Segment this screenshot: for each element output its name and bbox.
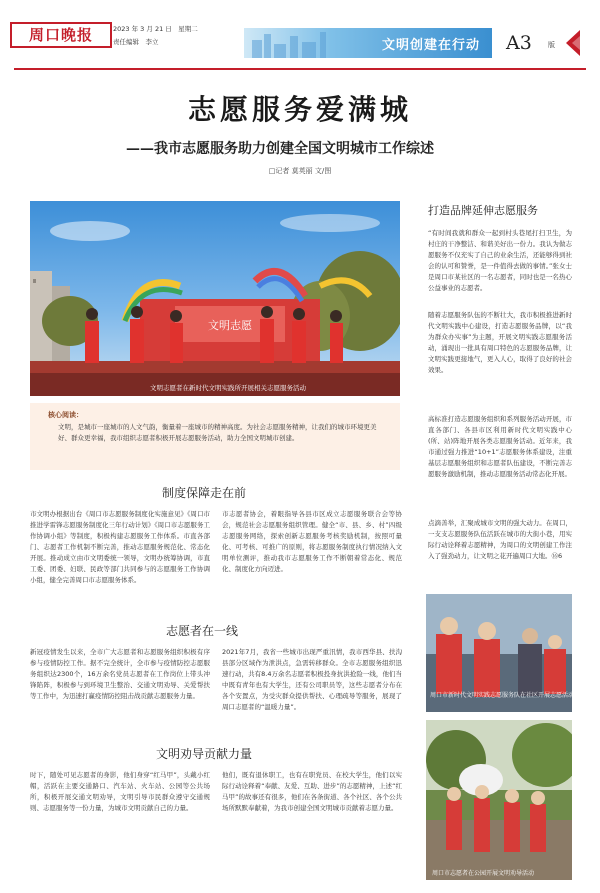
- section-banner-label: 文明创建在行动: [381, 38, 480, 53]
- section-1-col-2: 市志愿者协会，着眼指导各县市区成立志愿服务联合会等协会，规范社会志愿服务组织管理。健全“市、县、乡、村”四级志愿服务网络，探索创新志愿服务考核奖励机制，按照可量化、可考核、可推广的原则，将志愿服务制度执行情况纳入文明单位测评，推动我市志愿服务工作不断朝着常态化、规范化、制度化方向迈进。: [222, 510, 402, 573]
- article-byline: □记者 莫英丽 文/图: [268, 167, 332, 175]
- chevron-left-icon: [566, 30, 580, 56]
- newspaper-logo: 周口晚报: [10, 22, 112, 48]
- article-title: 志愿服务爱满城: [187, 93, 412, 126]
- right-para-3: 高标准打造志愿服务组织和系列服务活动开展，市直各部门、各县市区利用新时代文明实践中心(所、站)阵地开展各类志愿服务活动。近年来，我市通过强力推进“10+1”志愿服务体系建设，注重基层志愿服务组织和志愿者队伍建设，不断完善志愿服务激励机制，推动志愿服务活动常态化开展。: [428, 415, 572, 478]
- core-reading-title: 核心阅读：: [48, 411, 83, 419]
- section-2-col-2: 2021年7月，我省一些城市出现严重汛情，我市西华县、扶沟县部分区域作为泄洪点，急需转移群众。全市志愿服务组织迅速行动，共有8.4万余名志愿者积极投身抗洪抢险一线，他们当中既有青年也有大学生，还有公司职员等，这些志愿者分布在各个安置点，为受灾群众提供帮扶、心理疏导等服务，展现了周口志愿者的“温暖力量”。: [222, 648, 402, 711]
- section-1-col-1: 市文明办根据出台《周口市志愿服务制度化实施意见》《周口市推进学雷锋志愿服务制度化三年行动计划》《周口市志愿服务工作协调小组》等制度，积极构建志愿服务工作体系。市直各部门、志愿者工作机制不断完善，推动志愿服务规范化、常态化开展。推动成立由市文明委统一领导，文明办统筹协调，市直工委、团委、妇联、民政等部门共同参与的志愿服务工作协调小组，健全完善周口市志愿服务体系。: [30, 510, 210, 584]
- section-2-col-1: 新冠疫情发生以来，全市广大志愿者和志愿服务组织积极有序参与疫情防控工作。据不完全统计，全市参与疫情防控志愿服务组织达2300个，16万余名党员志愿者在工作岗位上带头冲锋陷阵，积极参与到环境卫生整治、交通文明劝导、关爱帮扶等工作中，为迅速打赢疫情防控阻击战贡献志愿服务力量。: [30, 648, 210, 700]
- section-heading-2: 志愿者在一线: [166, 624, 239, 638]
- right-photo-2: [426, 720, 572, 880]
- section-3-col-1: 时下，随处可见志愿者的身影，他们身穿“红马甲”，头戴小红帽，活跃在主要交通路口、汽车站、火车站、公园等公共场所，积极开展交通文明劝导，文明引导市民群众遵守交通规则、志愿服务等一份力量，为城市文明贡献自己的力量。: [30, 771, 210, 812]
- right-para-2: 随着志愿服务队伍的不断壮大，我市积极推进新时代文明实践中心建设，打造志愿服务品牌，以“我为群众办实事”为主题，开展文明实践志愿服务活动，涌现出一批具有周口特色的志愿服务品牌，让文明实践更接地气，更入人心，取得了良好的社会效果。: [428, 311, 572, 374]
- section-heading-1: 制度保障走在前: [162, 486, 247, 500]
- right-photo-1-caption: 周口市新时代文明实践志愿服务队在社区开展志愿活动: [430, 692, 575, 699]
- main-photo-caption: 文明志愿者在新时代文明实践所开展相关志愿服务活动: [150, 384, 306, 392]
- masthead: [0, 0, 600, 68]
- section-heading-3: 文明劝导贡献力量: [156, 747, 253, 761]
- article-subtitle: ——我市志愿服务助力创建全国文明城市工作综述: [126, 141, 434, 157]
- issue-date: 2023 年 3 月 21 日 星期二: [113, 25, 198, 33]
- page-number: A3: [506, 32, 532, 54]
- main-photo: [30, 201, 400, 396]
- section-3-col-2: 他们，既有退休职工，也有在职党员、在校大学生，他们以实际行动诠释着“奉献、友爱、互助、进步”的志愿精神，上述“红马甲”的故事还有很多，他们在各条街道、各个社区、各个公共场所默默奉献着，为我市创建全国文明城市贡献着志愿力量。: [222, 771, 402, 812]
- section-banner: [244, 28, 492, 58]
- right-para-4: 点滴善举，汇聚成城市文明的强大动力。在周口，一支支志愿服务队伍活跃在城市的大街小巷，用实际行动诠释着志愿精神，为周口的文明创建工作注入了强劲动力，让文明之花开遍周口大地。⑯6: [428, 519, 572, 560]
- right-column-heading: 打造品牌延伸志愿服务: [428, 204, 538, 217]
- header-rule: [14, 68, 586, 70]
- editor-credit: 责任编辑 李立: [113, 38, 159, 46]
- right-para-1: “有时间我就和群众一起到村头巷尾打扫卫生，为村庄的干净整洁、和谐美好出一份力。我认为做志愿服务不仅充实了自己的业余生活，还能够得到社会的认可和赞誉，是一件值得去做的事情。”张女士是周口市某社区的一名志愿者，同时也是一名热心公益事业的志愿者。: [428, 229, 572, 292]
- core-reading-text: 文明，是城市一座城市的人文气韵，衡量着一座城市的精神高度。为社会志愿服务精神，让我们的城市环境更美好、群众更幸福，我市组织志愿者积极开展志愿服务活动，助力全国文明城市创建。: [58, 423, 377, 442]
- right-photo-2-caption: 周口市志愿者在公园开展文明劝导活动: [432, 870, 535, 877]
- svg-text:文明志愿: 文明志愿: [208, 319, 252, 332]
- page-suffix: 版: [548, 41, 555, 49]
